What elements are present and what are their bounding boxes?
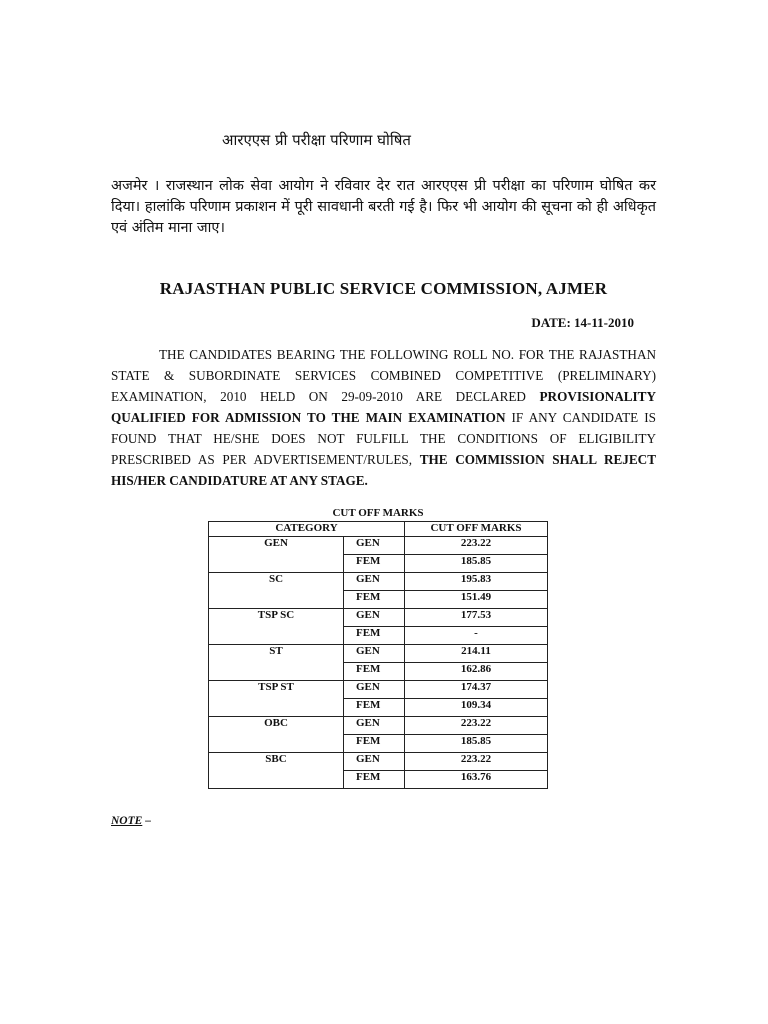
category-cell: SBC	[209, 753, 344, 789]
table-row	[209, 573, 548, 591]
hindi-paragraph: अजमेर । राजस्थान लोक सेवा आयोग ने रविवार देर रात आरएएस प्री परीक्षा का परिणाम घोषित कर दिया। हालांकि परिणाम प्रकाशन में पूरी सावधानी बरती गई है। फिर भी आयोग की सूचना को ही अधिकृत एवं अंतिम माना जाए।	[111, 178, 656, 236]
notice-paragraph	[111, 344, 656, 491]
table-row	[209, 753, 548, 771]
hindi-title: आरएएस प्री परीक्षा परिणाम घोषित	[222, 131, 411, 149]
notice-date: DATE: 14-11-2010	[531, 315, 634, 330]
cutoff-value-cell: 185.85	[405, 735, 548, 753]
table-row	[209, 537, 548, 555]
table-header-row	[209, 522, 548, 537]
cutoff-value-cell: 174.37	[405, 681, 548, 699]
cutoff-value-cell: 223.22	[405, 753, 548, 771]
subcategory-cell: GEN	[344, 681, 405, 699]
cutoff-value-cell: 185.85	[405, 555, 548, 573]
subcategory-cell: FEM	[344, 555, 405, 573]
table-row	[209, 645, 548, 663]
notice-bold-qualified: PROVISIONALITY QUALIFIED FOR ADMISSION TO THE MAIN EXAMINATION	[111, 389, 656, 425]
category-cell: SC	[209, 573, 344, 609]
subcategory-cell: GEN	[344, 753, 405, 771]
cutoff-value-cell: 214.11	[405, 645, 548, 663]
cutoff-table-body	[209, 537, 548, 789]
cutoff-value-cell: 151.49	[405, 591, 548, 609]
subcategory-cell: FEM	[344, 627, 405, 645]
note	[111, 815, 151, 827]
cutoff-table	[208, 521, 548, 789]
table-row	[209, 717, 548, 735]
subcategory-cell: GEN	[344, 537, 405, 555]
cutoff-value-cell: 223.22	[405, 537, 548, 555]
category-cell: TSP SC	[209, 609, 344, 645]
cutoff-value-cell: 223.22	[405, 717, 548, 735]
category-cell: TSP ST	[209, 681, 344, 717]
subcategory-cell: FEM	[344, 663, 405, 681]
cutoff-value-cell: 163.76	[405, 771, 548, 789]
note-label: NOTE	[111, 815, 143, 827]
notice-bold-reject: THE COMMISSION SHALL REJECT HIS/HER CANDIDATURE AT ANY STAGE.	[111, 452, 656, 488]
table-row	[209, 609, 548, 627]
header-cutoff-marks: CUT OFF MARKS	[405, 522, 548, 537]
table-row	[209, 681, 548, 699]
subcategory-cell: GEN	[344, 717, 405, 735]
notice-text-1: THE CANDIDATES BEARING THE FOLLOWING ROLL NO. FOR THE RAJASTHAN STATE & SUBORDINATE SERVICES COMBINED COMPETITIVE (PRELIMINARY) EXAMINATION, 2010 HELD ON 29-09-2010 ARE DECLARED	[111, 347, 656, 404]
subcategory-cell: FEM	[344, 735, 405, 753]
subcategory-cell: GEN	[344, 573, 405, 591]
subcategory-cell: GEN	[344, 609, 405, 627]
category-cell: ST	[209, 645, 344, 681]
cutoff-value-cell: -	[405, 627, 548, 645]
category-cell: GEN	[209, 537, 344, 573]
cutoff-value-cell: 195.83	[405, 573, 548, 591]
cutoff-value-cell: 162.86	[405, 663, 548, 681]
cutoff-caption: CUT OFF MARKS	[332, 507, 424, 519]
subcategory-cell: FEM	[344, 591, 405, 609]
notice-text-2: IF ANY CANDIDATE IS FOUND THAT HE/SHE DOES NOT FULFILL THE CONDITIONS OF ELIGIBILITY PRESCRIBED AS PER ADVERTISEMENT/RULES,	[111, 410, 656, 467]
category-cell: OBC	[209, 717, 344, 753]
note-dash: –	[142, 815, 151, 827]
cutoff-value-cell: 177.53	[405, 609, 548, 627]
cutoff-value-cell: 109.34	[405, 699, 548, 717]
subcategory-cell: GEN	[344, 645, 405, 663]
subcategory-cell: FEM	[344, 771, 405, 789]
page-title: RAJASTHAN PUBLIC SERVICE COMMISSION, AJMER	[159, 279, 608, 298]
header-category: CATEGORY	[209, 522, 405, 537]
subcategory-cell: FEM	[344, 699, 405, 717]
